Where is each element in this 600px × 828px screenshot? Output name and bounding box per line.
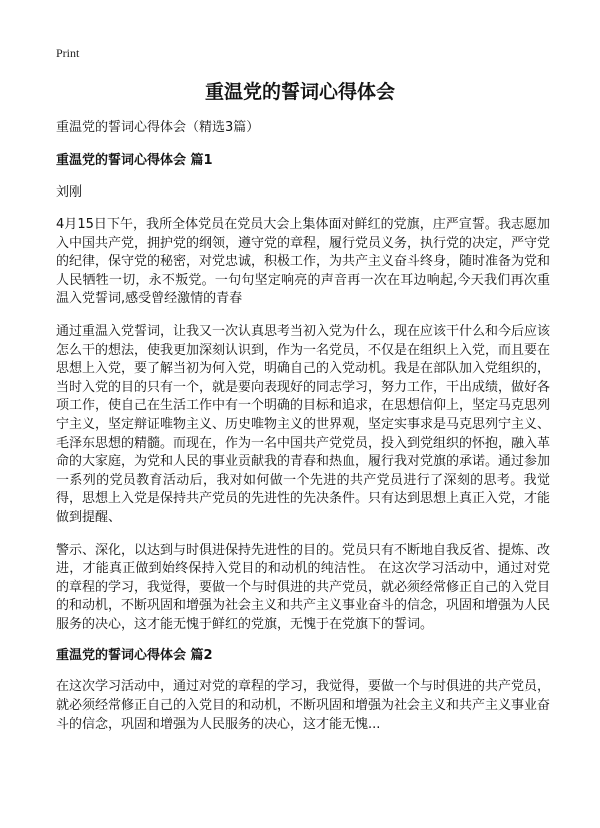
section-1-paragraph-2: 通过重温入党誓词，让我又一次认真思考当初入党为什么，现在应该干什么和今后应该怎么干的想法，使我更加深刻认识到，作为一名党员，不仅是在组织上入党，而且要在思想上入党，要了解当初为何入党，明确自己的入党动机。我是在部队加入党组织的，当时入党的目的只有一个，就是要向表现好的同志学习，努力工作，干出成绩，做好各项工作，使自己在生活工作中有一个明确的目标和追求，在思想信仰上，坚定马克思列宁主义，坚定辩证唯物主义、历史唯物主义的世界观，坚定实事求是马克思列宁主义、毛泽东思想的精髓。而现在，作为一名中国共产党党员，投入到党组织的怀抱，融入革命的大家庭，为党和人民的事业贡献我的青春和热血，履行我对党旗的承诺。通过参加一系列的党员教育活动后，我对如何做一个先进的共产党员进行了深刻的思考。我觉得，思想上入党是保持共产党员的先进性的先决条件。只有达到思想上真正入党，才能做到提醒、 [56,323,551,525]
section-2-paragraph-1: 在这次学习活动中，通过对党的章程的学习，我觉得，要做一个与时俱进的共产党员，就必须经常修正自己的入党目的和动机，不断巩固和增强为社会主义和共产主义事业奋斗的信念，巩固和增强为人民服务的决心，这才能无愧... [56,679,551,732]
document-title: 重温党的誓词心得体会 [204,81,395,103]
print-link[interactable]: Print [56,46,80,60]
document-subtitle: 重温党的誓词心得体会（精选3篇） [56,120,260,135]
section-2-heading: 重温党的誓词心得体会 篇2 [56,648,213,664]
document-body [56,118,550,748]
section-1-heading: 重温党的誓词心得体会 篇1 [56,153,213,168]
section-1-paragraph-1: 4月15日下午，我所全体党员在党员大会上集体面对鲜红的党旗，庄严宣誓。我志愿加入中国共产党，拥护党的纲领，遵守党的章程，履行党员义务，执行党的决定，严守党的纪律，保守党的秘密，对党忠诚，积极工作，为共产主义奋斗终身，随时准备为党和人民牺牲一切，永不叛党。一句句坚定响亮的声音再一次在耳边响起,今天我们再次重温入党誓词,感受曾经激情的青春 [56,217,551,307]
section-1-paragraph-3: 警示、深化，以达到与时俱进保持先进性的目的。党员只有不断地自我反省、提炼、改进，才能真正做到始终保持入党目的和动机的纯洁性。 在这次学习活动中，通过对党的章程的学习，我觉得，要做一个与时俱进的共产党员，就必须经常修正自己的入党目的和动机，不断巩固和增强为社会主义和共产主义事业奋斗的信念，巩固和增强为人民服务的决心，这才能无愧于鲜红的党旗，无愧于在党旗下的誓词。 [56,542,551,632]
section-1-author: 刘刚 [56,185,83,200]
